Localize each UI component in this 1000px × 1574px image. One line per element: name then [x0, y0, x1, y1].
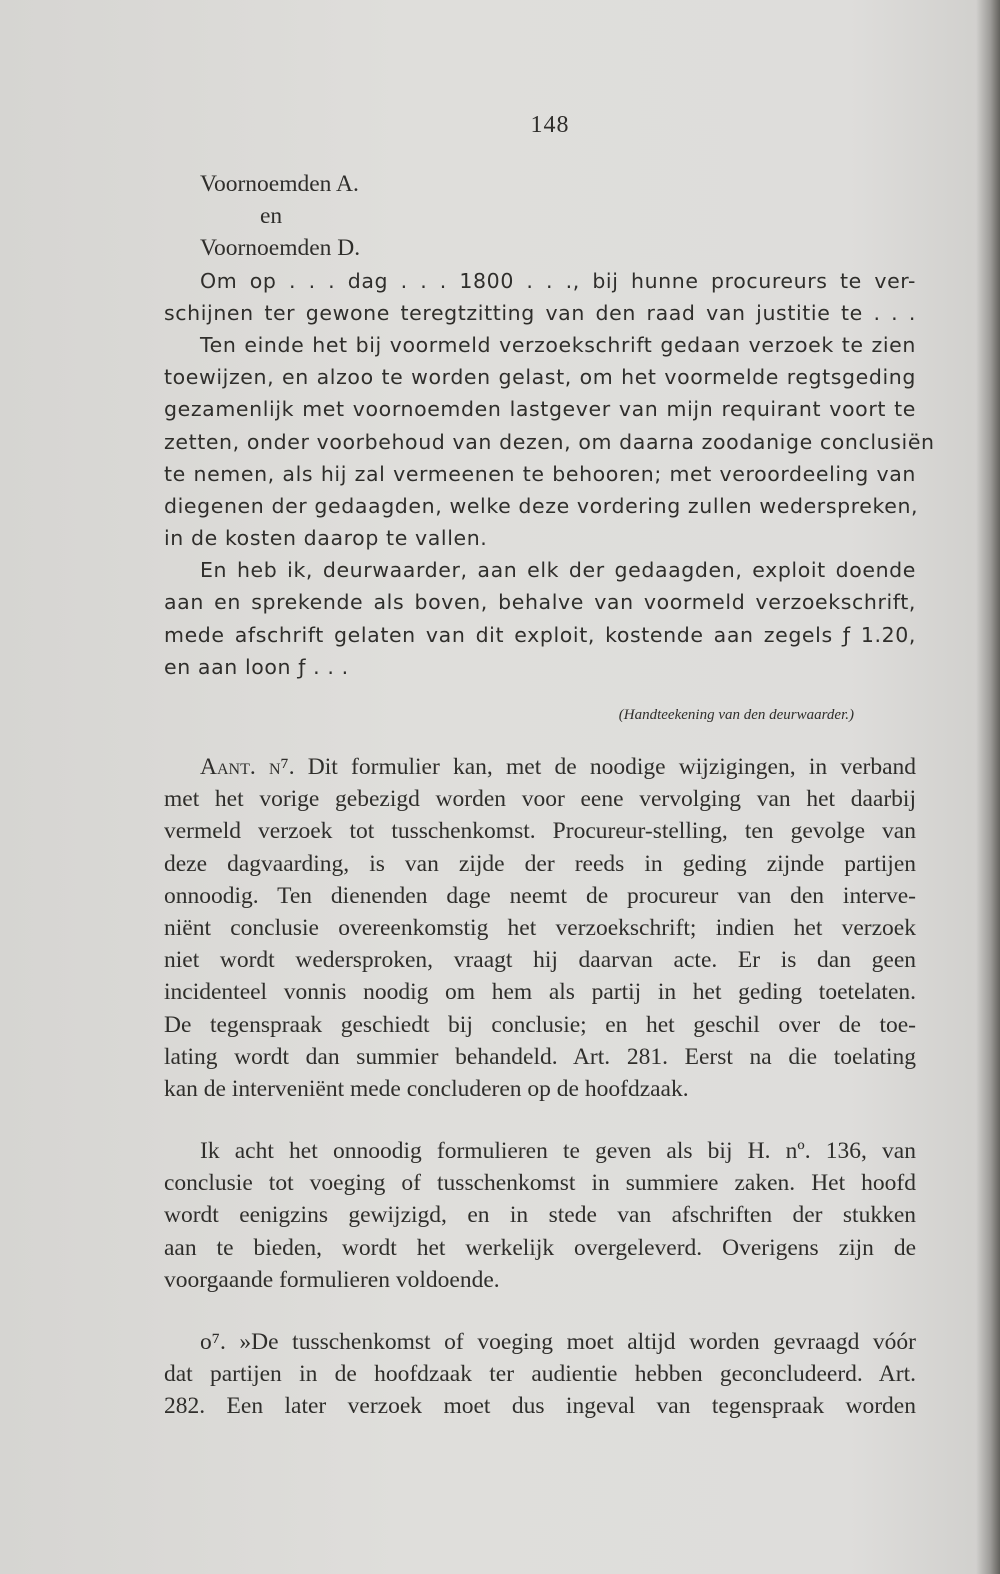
signature-note: (Handteekening van den deurwaarder.): [618, 707, 854, 723]
header-line: Voornoemden A.: [200, 171, 359, 197]
annotation-label: Aant. n⁷.: [200, 754, 295, 780]
text-line: niet wordt wedersproken, vraagt hij daarvan acte. Er is dan geen: [164, 947, 916, 974]
text-line: o⁷. »De tusschenkomst of voeging moet altijd worden gevraagd vóór: [200, 1329, 916, 1355]
text-line: kan de interveniënt mede concluderen op de hoofdzaak.: [164, 1075, 689, 1102]
paragraph-intervention: [164, 1326, 916, 1423]
page-number: 148: [530, 112, 570, 138]
text-line: niënt conclusie overeenkomstig het verzoekschrift; indien het verzoek: [164, 914, 916, 941]
text-line: diegenen der gedaagden, welke deze vordering zullen wederspreken,: [164, 493, 919, 518]
text-line: wordt eenigzins gewijzigd, en in stede van afschriften der stukken: [164, 1202, 916, 1229]
text-line: in de kosten daarop te vallen.: [164, 526, 488, 551]
annotation-first-line: Dit formulier kan, met de noodige wijzigingen, in verband: [307, 754, 917, 780]
text-line: aan en sprekende als boven, behalve van voormeld verzoekschrift,: [164, 590, 916, 615]
text-line: met het vorige gebezigd worden voor eene vervolging van het daarbij: [164, 786, 916, 813]
text-line: 282. Een later verzoek moet dus ingeval van tegenspraak worden: [164, 1393, 916, 1420]
text-line: en aan loon ƒ . . .: [164, 654, 349, 679]
text-line: toewijzen, en alzoo te worden gelast, om het voormelde regtsgeding: [164, 365, 916, 390]
page-edge-shadow: [976, 0, 1000, 1574]
text-line: [164, 751, 916, 783]
text-line: gezamenlijk met voornoemden lastgever van mijn requirant voort te: [164, 397, 916, 422]
text-line: zetten, onder voorbehoud van dezen, om daarna zoodanige conclusiën: [164, 429, 935, 454]
annotation-block: [164, 751, 916, 1105]
text-line: Om op . . . dag . . . 1800 . . ., bij hunne procureurs te ver-: [200, 268, 916, 293]
text-line: incidenteel vonnis noodig om hem als partij in het geding toetelaten.: [164, 979, 916, 1006]
text-line: lating wordt dan summier behandeld. Art. 281. Eerst na die toelating: [164, 1043, 916, 1070]
text-line: onnoodig. Ten dienenden dage neemt de procureur van den interve-: [164, 882, 916, 909]
text-line: voorgaande formulieren voldoende.: [164, 1266, 500, 1293]
paragraph-summons: [164, 265, 935, 555]
header-line: en: [260, 203, 283, 230]
paragraph-exploit: [164, 554, 916, 683]
text-line: schijnen ter gewone teregtzitting van den raad van justitie te . . .: [164, 300, 916, 325]
text-line: Ik acht het onnoodig formulieren te geven als bij H. nº. 136, van: [200, 1138, 916, 1165]
text-line: dat partijen in de hoofdzaak ter audientie hebben geconcludeerd. Art.: [164, 1361, 916, 1388]
text-line: En heb ik, deurwaarder, aan elk der gedaagden, exploit doende: [200, 558, 916, 583]
section-gap: [164, 1105, 916, 1135]
text-line: aan te bieden, wordt het werkelijk overgeleverd. Overigens zijn de: [164, 1234, 916, 1261]
text-line: conclusie tot voeging of tusschenkomst in summiere zaken. Het hoofd: [164, 1170, 916, 1197]
text-line: vermeld verzoek tot tusschenkomst. Procureur-stelling, ten gevolge van: [164, 818, 916, 845]
text-line: De tegenspraak geschiedt bij conclusie; en het geschil over de toe-: [164, 1011, 916, 1038]
paragraph-forms: [164, 1135, 916, 1296]
text-line: te nemen, als hij zal vermeenen te behooren; met veroordeeling van: [164, 461, 916, 486]
text-line: Ten einde het bij voormeld verzoekschrift gedaan verzoek te zien: [200, 332, 916, 357]
section-gap: [164, 1296, 916, 1326]
text-line: mede afschrift gelaten van dit exploit, kostende aan zegels ƒ 1.20,: [164, 622, 916, 647]
page-body: [164, 168, 935, 1423]
text-line: deze dagvaarding, is van zijde der reeds in geding zijnde partijen: [164, 850, 916, 877]
header-line: Voornoemden D.: [200, 235, 361, 262]
